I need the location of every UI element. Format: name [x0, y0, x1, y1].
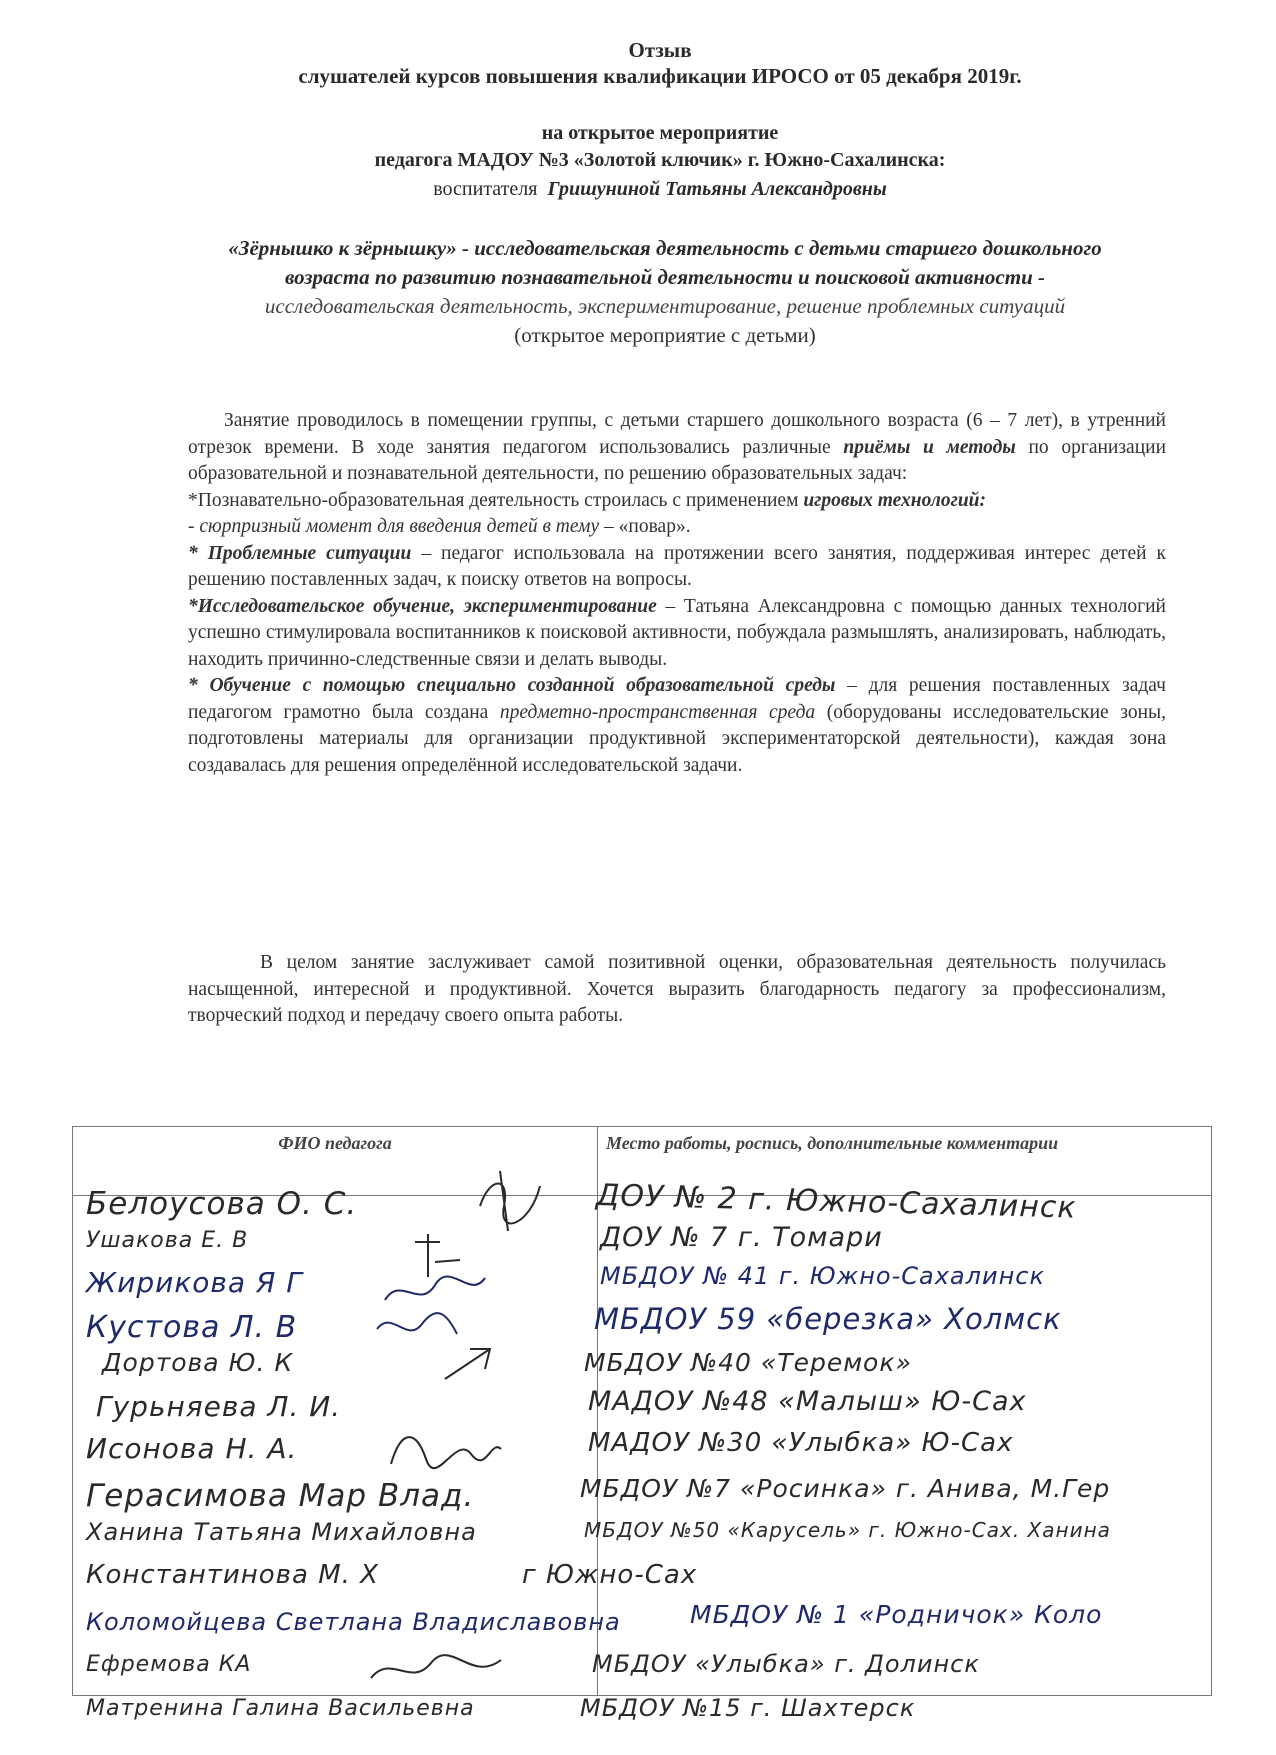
table-row-name: Коломойцева Светлана Владиславовна — [86, 1608, 621, 1636]
signature-scribble — [372, 1304, 462, 1348]
column-header-place: Место работы, роспись, дополнительные комментарии — [598, 1127, 1212, 1196]
table-row-place: МБДОУ 59 «березка» Холмск — [594, 1302, 1062, 1336]
table-row-name: Ефремова КА — [86, 1652, 252, 1677]
educator-prefix: воспитателя — [433, 178, 538, 200]
table-row-name: Белоусова О. С. — [86, 1186, 358, 1222]
table-row-place: МБДОУ № 41 г. Южно-Сахалинск — [600, 1262, 1045, 1290]
table-row-place: МБДОУ № 1 «Родничок» Коло — [690, 1600, 1103, 1629]
paragraph-intro: Занятие проводилось в помещении группы, с детьми старшего дошкольного возраста (6 – 7 лет), в утренний отрезок времени. В ходе занятия педагогом использовались различные — [188, 410, 1166, 458]
table-row-place: ДОУ № 7 г. Томари — [600, 1222, 883, 1253]
educator-line — [160, 178, 1160, 201]
topic-main: «Зёрнышко к зёрнышку» - исследовательская деятельность с детьми старшего дошкольного возраста по развитию познавательной деятельности и поисковой активности - — [228, 236, 1102, 289]
teacher-line: педагога МАДОУ №3 «Золотой ключик» г. Южно-Сахалинска: — [374, 149, 946, 171]
paragraph-games: *Познавательно-образовательная деятельность строилась с применением — [188, 489, 799, 511]
table-row-name: Герасимова Мар Влад. — [86, 1478, 475, 1514]
conclusion-paragraph: В целом занятие заслуживает самой позитивной оценки, образовательная деятельность получилась насыщенной, интересной и продуктивной. Хочется выразить благодарность педагогу за профессионализм, творческий подход и передачу своего опыта работы. — [188, 952, 1166, 1026]
paragraph-environment-end: (оборудованы исследовательские зоны, подготовлены материалы для организации продуктивной экспериментаторской деятельности), каждая зона создавалась для решения определённой исследовательской задачи. — [188, 701, 1167, 776]
document-subtitle: слушателей курсов повышения квалификации ИРОСО от 05 декабря 2019г. — [298, 64, 1022, 88]
paragraph-research-bold: *Исследовательское обучение, экспериментирование — [188, 595, 657, 617]
signature-scribble — [440, 1344, 500, 1384]
table-row-name: Кустова Л. В — [86, 1310, 298, 1345]
table-row-place: ДОУ № 2 г. Южно-Сахалинск — [595, 1178, 1077, 1226]
table-row-place: МБДОУ №40 «Теремок» — [584, 1348, 912, 1377]
table-row-name: Ушакова Е. В — [86, 1228, 249, 1253]
paragraph-surprise-end: «повар». — [618, 516, 691, 537]
table-row-place: г Южно-Сах — [522, 1560, 698, 1590]
signature-scribble — [386, 1424, 506, 1474]
paragraph-surprise: - сюрпризный момент для введения детей в тему – — [188, 516, 614, 537]
table-row-name: Константинова М. Х — [86, 1560, 379, 1590]
topic-detail: исследовательская деятельность, экспериментирование, решение проблемных ситуаций — [264, 294, 1066, 318]
paragraph-intro-end: по организации образовательной и познавательной деятельности, по решению образовательных задач: — [188, 436, 1167, 484]
table-row-name: Жирикова Я Г — [86, 1266, 303, 1299]
paragraph-intro-bold: приёмы и методы — [843, 436, 1016, 458]
table-row-place: МАДОУ №48 «Малыш» Ю-Сах — [588, 1386, 1027, 1417]
table-row-name: Исонова Н. А. — [86, 1432, 298, 1465]
paragraph-environment: – для решения поставленных задач педагогом грамотно была создана — [188, 675, 1166, 723]
table-row-place: МБДОУ «Улыбка» г. Долинск — [592, 1650, 980, 1678]
table-row-place: МБДОУ №7 «Росинка» г. Анива, М.Гер — [580, 1474, 1111, 1503]
paragraph-problems-bold: * Проблемные ситуации — [188, 542, 412, 564]
paragraph-games-bold: игровых технологий: — [803, 489, 987, 511]
table-row-name: Матренина Галина Васильевна — [86, 1696, 475, 1721]
document-title: Отзыв — [628, 38, 692, 62]
paragraph-environment-bold: * Обучение с помощью специально созданной образовательной среды — [188, 675, 836, 696]
column-header-name: ФИО педагога — [73, 1127, 598, 1196]
table-row-name: Гурьняева Л. И. — [96, 1390, 342, 1423]
topic-kind: (открытое мероприятие с детьми) — [514, 323, 816, 347]
signature-scribble — [470, 1166, 550, 1236]
review-body — [188, 408, 1166, 779]
table-row-name: Ханина Татьяна Михайловна — [86, 1518, 477, 1546]
educator-name: Гришуниной Татьяны Александровны — [547, 178, 887, 200]
event-line: на открытое мероприятие — [541, 122, 779, 144]
paragraph-environment-italic: предметно-пространственная среда — [499, 701, 816, 723]
table-row-place: МБДОУ №50 «Карусель» г. Южно-Сах. Ханина — [584, 1518, 1111, 1542]
signature-scribble — [366, 1648, 506, 1692]
table-row-place: МАДОУ №30 «Улыбка» Ю-Сах — [588, 1428, 1014, 1458]
table-row-name: Дортова Ю. К — [102, 1348, 294, 1377]
topic-block — [200, 234, 1130, 350]
table-row-place: МБДОУ №15 г. Шахтерск — [580, 1694, 916, 1722]
paragraph-research: – Татьяна Александровна с помощью данных технологий успешно стимулировала воспитанников к поисковой активности, побуждала размышлять, анализировать, наблюдать, находить причинно-следственные связи и делать выводы. — [188, 595, 1166, 670]
paragraph-problems: – педагог использовала на протяжении всего занятия, поддерживая интерес детей к решению поставленных задач, к поиску ответов на вопросы. — [188, 542, 1167, 590]
